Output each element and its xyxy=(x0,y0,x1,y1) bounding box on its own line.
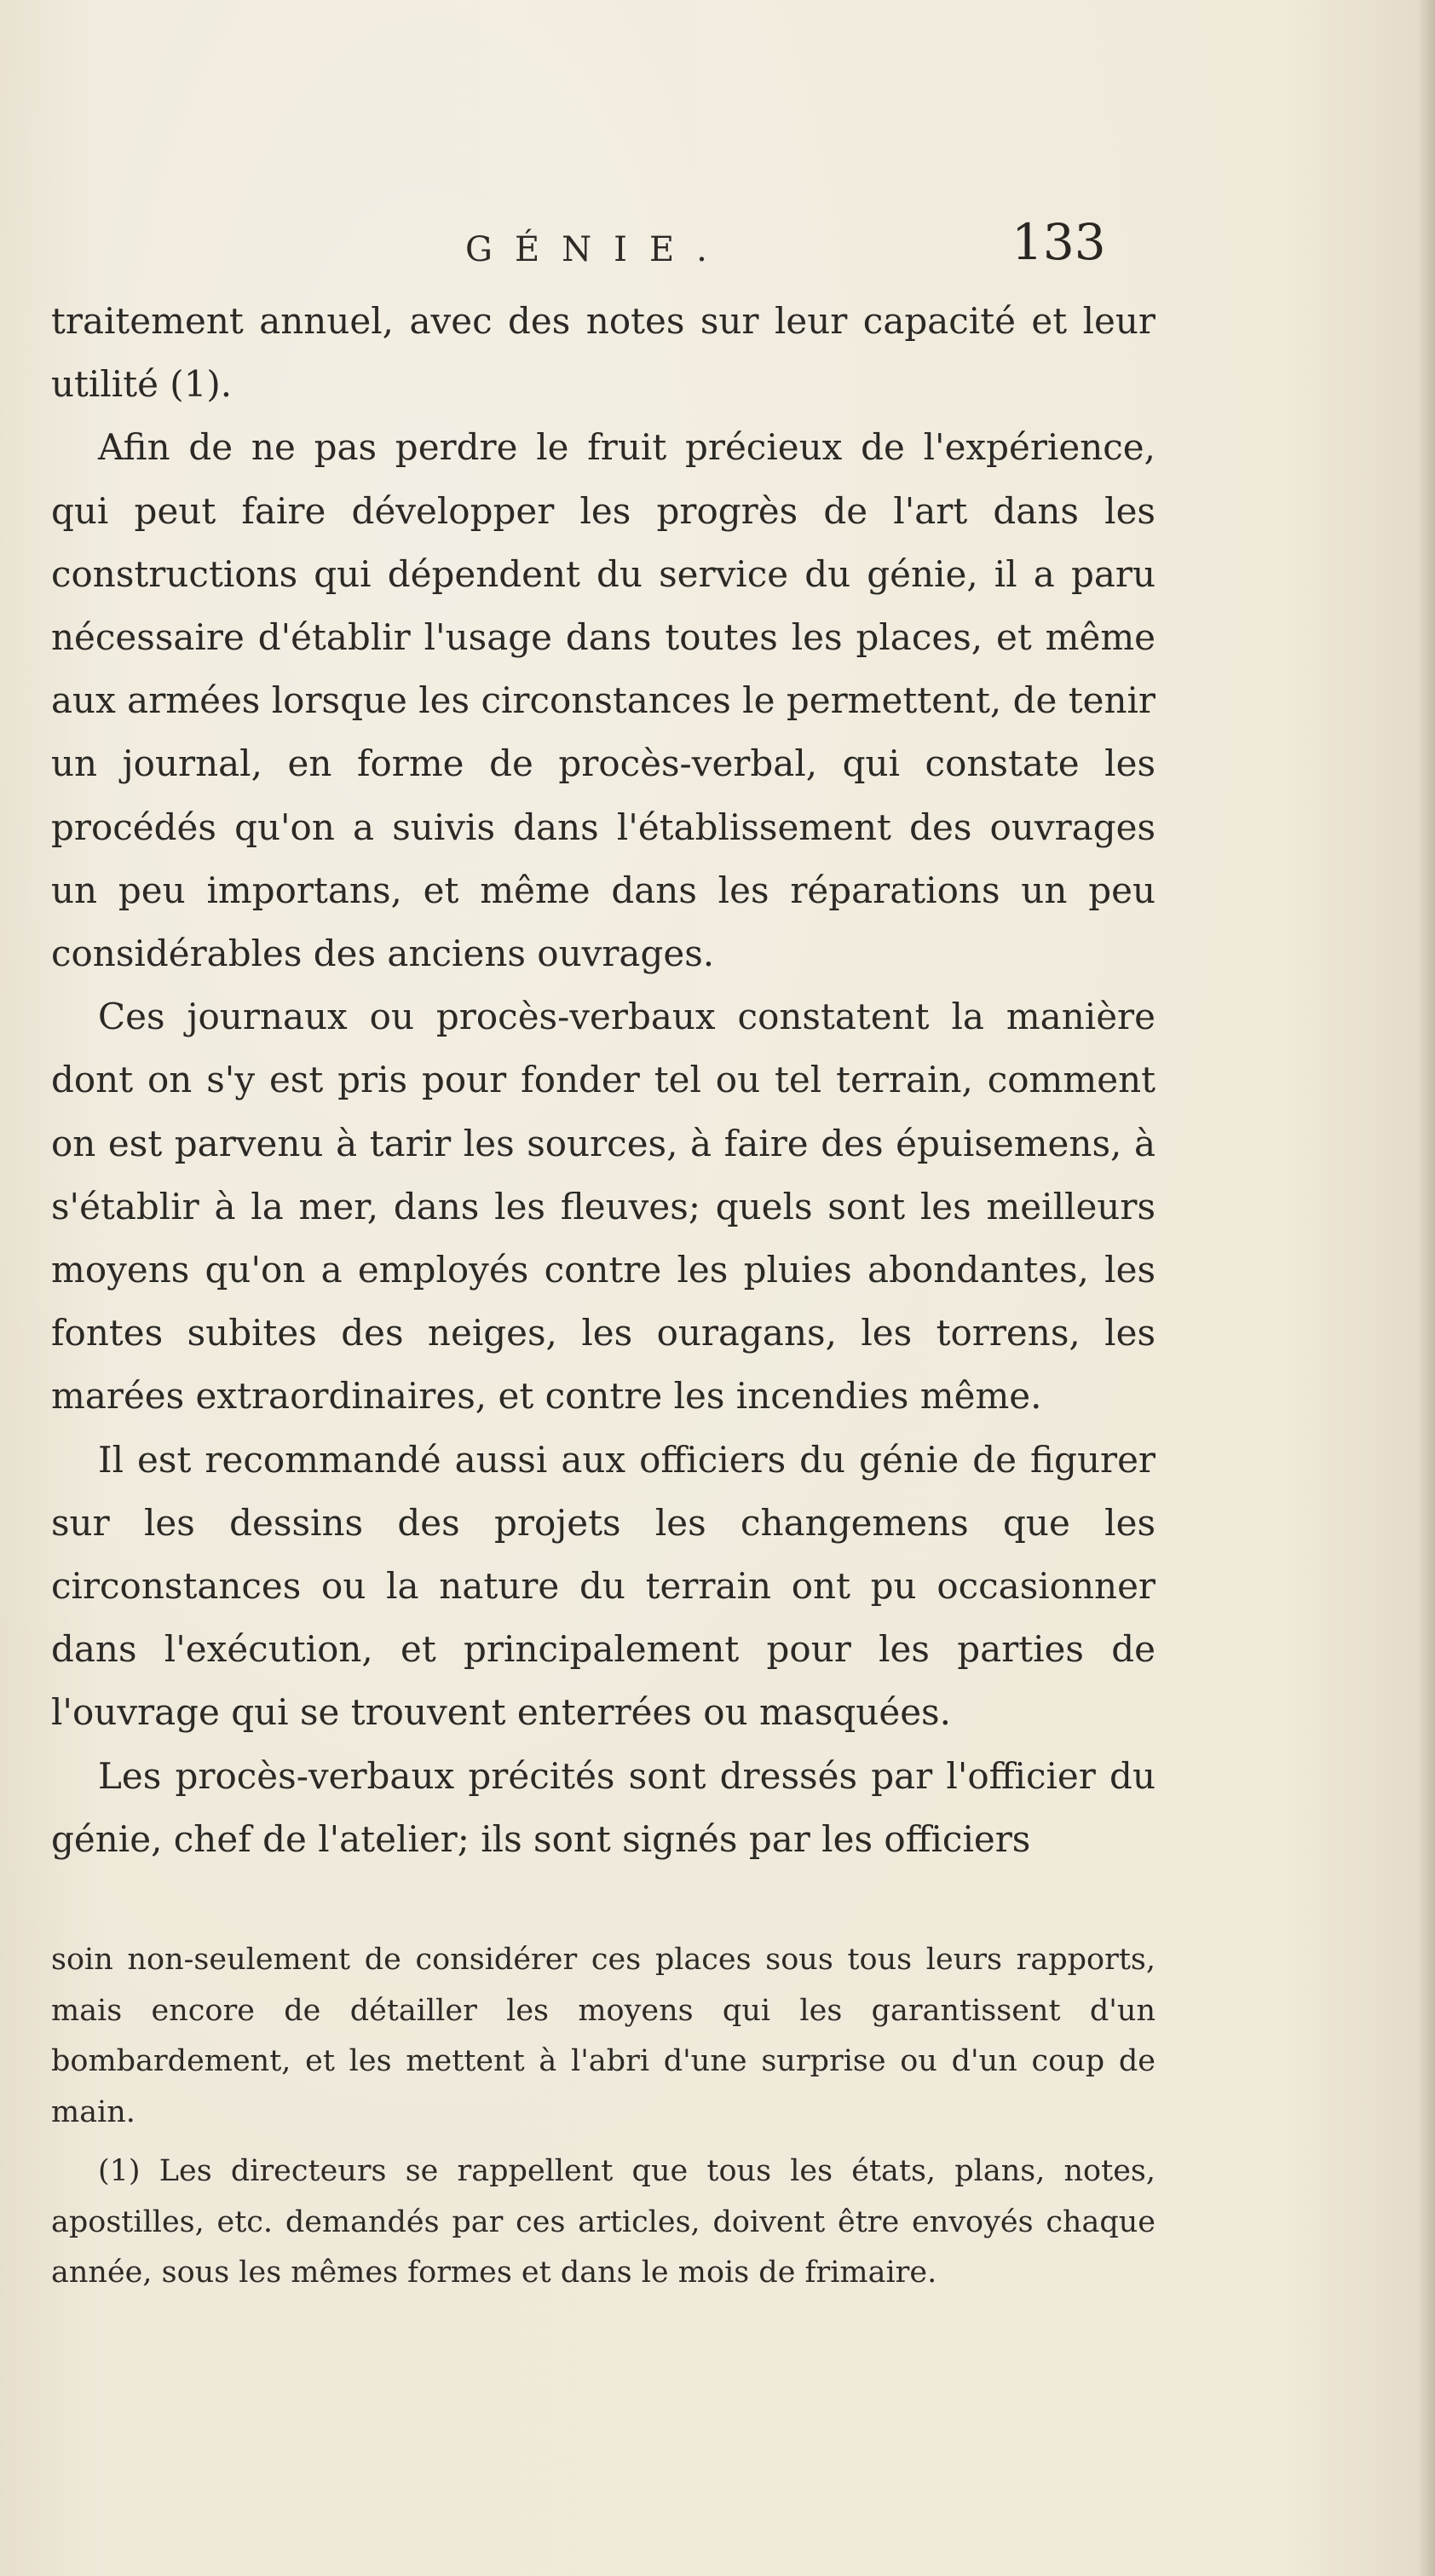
running-title: GÉNIE. xyxy=(465,230,729,269)
footnotes xyxy=(51,1935,1155,2299)
page-edge-shadow xyxy=(1418,0,1435,2576)
page-number: 133 xyxy=(1011,213,1106,271)
paragraph: Ces journaux ou procès-verbaux constatent la manière dont on s'y est pris pour fonder tel ou tel terrain, comment on est parvenu à tarir les sources, à faire des épuisemens, à s'établir à la mer, dans les fleuves; quels sont les meilleurs moyens qu'on a employés contre les pluies abondantes, les fontes subites des neiges, les ouragans, les torrens, les marées extraordinaires, et contre les incendies même. xyxy=(51,996,1155,1418)
footnote: (1) Les directeurs se rappellent que tous les états, plans, notes, apostilles, etc. demandés par ces articles, doivent être envoyés chaque année, sous les mêmes formes et dans le mois de frimaire. xyxy=(51,2154,1155,2290)
paragraph: Il est recommandé aussi aux officiers du génie de figurer sur les dessins des projets les changemens que les circonstances ou la nature du terrain ont pu occasionner dans l'exécution, et principalement pour les parties de l'ouvrage qui se trouvent enterrées ou masquées. xyxy=(51,1438,1155,1734)
paragraph: Les procès-verbaux précités sont dressés par l'officier du génie, chef de l'atelier; ils sont signés par les officiers xyxy=(51,1754,1155,1860)
main-text xyxy=(51,290,1155,1871)
running-head xyxy=(51,213,1159,281)
footnote-continued: soin non-seulement de considérer ces places sous tous leurs rapports, mais encore de détailler les moyens qui les garantissent d'un bombardement, et les mettent à l'abri d'une surprise ou d'un coup de main. xyxy=(51,1943,1155,2129)
paragraph-continued: traitement annuel, avec des notes sur leur capacité et leur utilité (1). xyxy=(51,300,1155,406)
paragraph: Afin de ne pas perdre le fruit précieux de l'expérience, qui peut faire développer les progrès de l'art dans les constructions qui dépendent du service du génie, il a paru nécessaire d'établir l'usage dans toutes les places, et même aux armées lorsque les circonstances le permettent, de tenir un journal, en forme de procès-verbal, qui constate les procédés qu'on a suivis dans l'établissement des ouvrages un peu importans, et même dans les réparations un peu considérables des anciens ouvrages. xyxy=(51,426,1155,975)
